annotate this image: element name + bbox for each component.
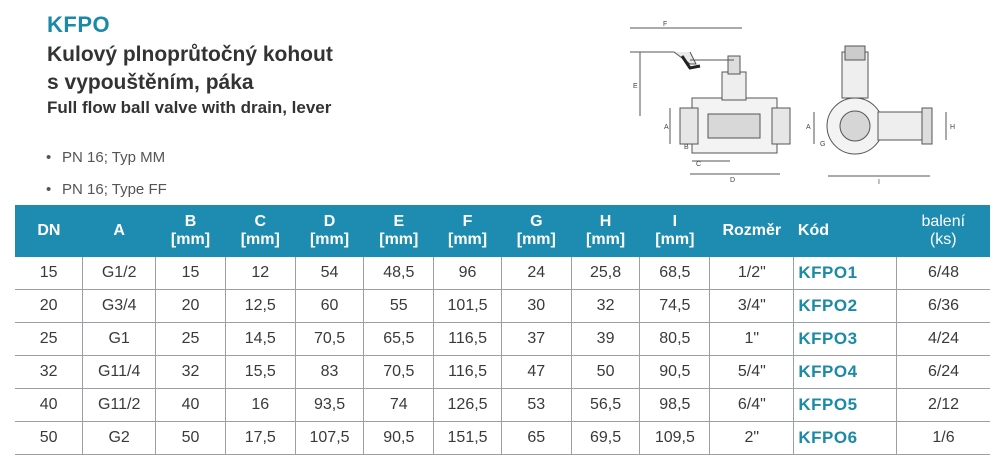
bullet-icon: • — [46, 181, 52, 198]
cell-i: 109,5 — [640, 422, 710, 455]
cell-g: 65 — [501, 422, 571, 455]
cell-rozmer: 1/2" — [710, 257, 794, 290]
spec-item: • PN 16; Type FF — [46, 174, 167, 206]
cell-kod: KFPO1 — [794, 257, 897, 290]
header-kod: Kód — [794, 205, 897, 257]
header-b: B [mm] — [156, 205, 226, 257]
header-i: I [mm] — [640, 205, 710, 257]
cell-h: 25,8 — [571, 257, 640, 290]
cell-b: 15 — [156, 257, 226, 290]
cell-baleni: 6/36 — [897, 290, 990, 323]
dim-label: B — [684, 144, 689, 151]
cell-g: 30 — [501, 290, 571, 323]
cell-d: 83 — [295, 356, 364, 389]
cell-a: G1 — [83, 323, 156, 356]
cell-h: 56,5 — [571, 389, 640, 422]
cell-b: 40 — [156, 389, 226, 422]
table-row — [15, 257, 990, 290]
cell-a: G1/2 — [83, 257, 156, 290]
cell-i: 90,5 — [640, 356, 710, 389]
cell-a: G11/2 — [83, 389, 156, 422]
cell-f: 96 — [434, 257, 502, 290]
cell-i: 74,5 — [640, 290, 710, 323]
cell-d: 107,5 — [295, 422, 364, 455]
dimensions-table — [15, 205, 990, 455]
header-dn: DN — [15, 205, 83, 257]
dim-label: C — [696, 161, 702, 168]
cell-d: 54 — [295, 257, 364, 290]
product-name-en: Full flow ball valve with drain, lever — [47, 98, 332, 117]
cell-h: 69,5 — [571, 422, 640, 455]
table-row — [15, 422, 990, 455]
cell-d: 60 — [295, 290, 364, 323]
table-row — [15, 356, 990, 389]
cell-g: 37 — [501, 323, 571, 356]
cell-g: 24 — [501, 257, 571, 290]
cell-b: 32 — [156, 356, 226, 389]
cell-baleni: 1/6 — [897, 422, 990, 455]
product-name-cz-line1: Kulový plnoprůtočný kohout — [47, 43, 333, 66]
dim-label: H — [950, 124, 956, 131]
cell-kod: KFPO6 — [794, 422, 897, 455]
cell-rozmer: 1" — [710, 323, 794, 356]
cell-dn: 20 — [15, 290, 83, 323]
cell-kod: KFPO5 — [794, 389, 897, 422]
cell-kod: KFPO3 — [794, 323, 897, 356]
cell-f: 151,5 — [434, 422, 502, 455]
spec-item: • PN 16; Typ MM — [46, 142, 167, 174]
dim-label: I — [878, 179, 880, 186]
cell-e: 90,5 — [364, 422, 434, 455]
table-body — [15, 257, 990, 455]
cell-f: 116,5 — [434, 356, 502, 389]
table-row — [15, 389, 990, 422]
bullet-icon: • — [46, 149, 52, 166]
product-code-title: KFPO — [47, 12, 111, 37]
cell-baleni: 4/24 — [897, 323, 990, 356]
cell-f: 126,5 — [434, 389, 502, 422]
cell-h: 32 — [571, 290, 640, 323]
product-name-cz — [47, 41, 567, 97]
cell-e: 70,5 — [364, 356, 434, 389]
cell-c: 12 — [225, 257, 295, 290]
cell-f: 116,5 — [434, 323, 502, 356]
cell-e: 65,5 — [364, 323, 434, 356]
dim-label: A — [806, 124, 811, 131]
dim-label: D — [730, 177, 736, 184]
spec-list — [46, 142, 167, 206]
cell-rozmer: 6/4" — [710, 389, 794, 422]
cell-d: 93,5 — [295, 389, 364, 422]
table-header — [15, 205, 990, 257]
cell-dn: 25 — [15, 323, 83, 356]
product-header — [47, 12, 567, 119]
header-c: C [mm] — [225, 205, 295, 257]
cell-h: 50 — [571, 356, 640, 389]
cell-a: G2 — [83, 422, 156, 455]
cell-kod: KFPO2 — [794, 290, 897, 323]
cell-a: G3/4 — [83, 290, 156, 323]
cell-b: 50 — [156, 422, 226, 455]
cell-c: 17,5 — [225, 422, 295, 455]
cell-baleni: 6/48 — [897, 257, 990, 290]
dim-label: G — [820, 141, 826, 148]
header-g: G [mm] — [501, 205, 571, 257]
header-d: D [mm] — [295, 205, 364, 257]
header-f: F [mm] — [434, 205, 502, 257]
header-baleni: balení (ks) — [897, 205, 990, 257]
cell-c: 15,5 — [225, 356, 295, 389]
dim-label: F — [663, 21, 668, 28]
header-a: A — [83, 205, 156, 257]
header-e: E [mm] — [364, 205, 434, 257]
cell-dn: 15 — [15, 257, 83, 290]
product-name-cz-line2: s vypouštěním, páka — [47, 71, 254, 94]
cell-i: 98,5 — [640, 389, 710, 422]
cell-g: 47 — [501, 356, 571, 389]
cell-i: 80,5 — [640, 323, 710, 356]
cell-d: 70,5 — [295, 323, 364, 356]
cell-e: 48,5 — [364, 257, 434, 290]
cell-e: 74 — [364, 389, 434, 422]
dim-label: A — [664, 124, 669, 131]
header-rozmer: Rozměr — [710, 205, 794, 257]
table-row — [15, 323, 990, 356]
cell-rozmer: 5/4" — [710, 356, 794, 389]
cell-baleni: 6/24 — [897, 356, 990, 389]
technical-drawing — [630, 16, 970, 196]
cell-a: G11/4 — [83, 356, 156, 389]
cell-i: 68,5 — [640, 257, 710, 290]
cell-baleni: 2/12 — [897, 389, 990, 422]
cell-dn: 32 — [15, 356, 83, 389]
cell-g: 53 — [501, 389, 571, 422]
cell-h: 39 — [571, 323, 640, 356]
cell-dn: 50 — [15, 422, 83, 455]
header-h: H [mm] — [571, 205, 640, 257]
cell-b: 20 — [156, 290, 226, 323]
cell-f: 101,5 — [434, 290, 502, 323]
table-row — [15, 290, 990, 323]
dim-label: E — [633, 83, 638, 90]
cell-rozmer: 2" — [710, 422, 794, 455]
cell-b: 25 — [156, 323, 226, 356]
cell-c: 14,5 — [225, 323, 295, 356]
cell-c: 16 — [225, 389, 295, 422]
cell-kod: KFPO4 — [794, 356, 897, 389]
cell-c: 12,5 — [225, 290, 295, 323]
cell-dn: 40 — [15, 389, 83, 422]
cell-rozmer: 3/4" — [710, 290, 794, 323]
cell-e: 55 — [364, 290, 434, 323]
